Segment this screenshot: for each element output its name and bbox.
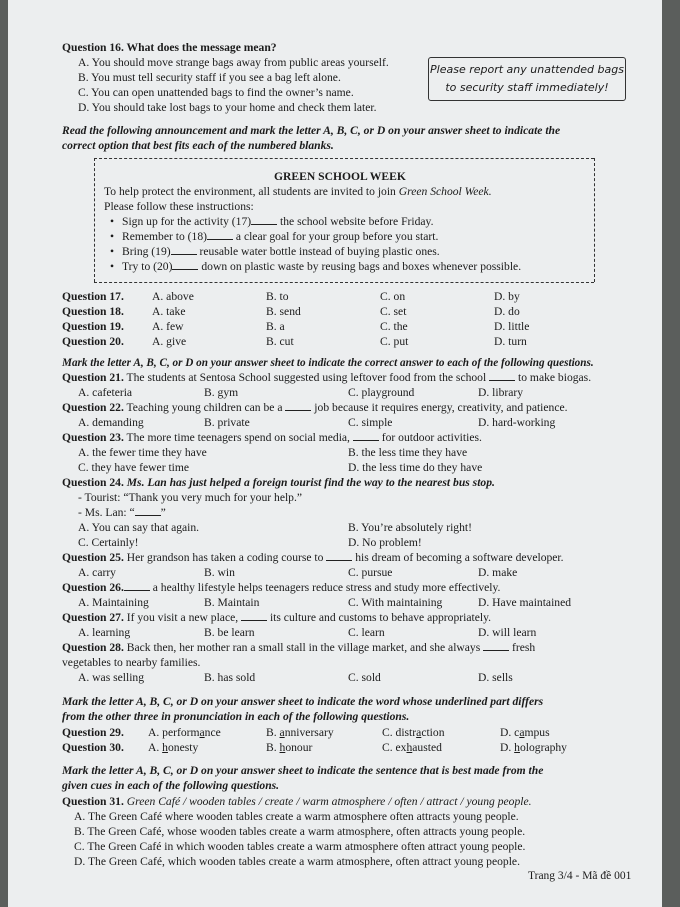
- q22-b: B. private: [204, 416, 250, 429]
- q29-c-underline: a: [416, 726, 422, 739]
- q26-a: A. Maintaining: [78, 596, 149, 609]
- q28-stem: [62, 641, 535, 655]
- q21-stem: [62, 371, 591, 385]
- q23-stem: [62, 431, 482, 445]
- q20-c: C. put: [380, 335, 409, 348]
- q29-c: [382, 726, 445, 740]
- q29-c-1: C. distr: [382, 726, 417, 739]
- q24-blank: [135, 506, 161, 516]
- bullet-19: [122, 245, 440, 259]
- bullet-18: [122, 230, 438, 244]
- q18-a: A. take: [152, 305, 186, 318]
- exam-page: [8, 0, 662, 907]
- box-left-border: [94, 158, 95, 282]
- q17-d: D. by: [494, 290, 520, 303]
- q18-label: Question 18.: [62, 305, 124, 318]
- notice-line-1: Please report any unattended bags: [430, 63, 624, 76]
- q23-b: B. the less time they have: [348, 446, 468, 459]
- q24-a: A. You can say that again.: [78, 521, 200, 534]
- q31-c: C. The Green Café in which wooden tables create a warm atmosphere often attract young people.: [74, 840, 526, 853]
- q25-b: B. win: [204, 566, 235, 579]
- q29-d-1: D. c: [500, 726, 520, 739]
- blank-20: [172, 260, 198, 270]
- q25-c: C. pursue: [348, 566, 393, 579]
- q18-d: D. do: [494, 305, 520, 318]
- q25-text-1: Her grandson has taken a coding course to: [123, 551, 327, 564]
- notice-line-2: to security staff immediately!: [445, 81, 609, 94]
- q26-d: D. Have maintained: [478, 596, 572, 609]
- bullet-20-b: down on plastic waste by reusing bags and boxes whenever possible.: [198, 260, 522, 273]
- q21-text-1: The students at Sentosa School suggested using leftover food from the school: [123, 371, 490, 384]
- q22-d: D. hard-working: [478, 416, 556, 429]
- q29-a: [148, 726, 221, 740]
- q26-text: a healthy lifestyle helps teenagers reduce stress and study more effectively.: [149, 581, 501, 594]
- q31-stem: [62, 795, 532, 809]
- q28-b: B. has sold: [204, 671, 256, 684]
- q29-a-1: A. perform: [148, 726, 200, 739]
- bullet-20: [122, 260, 521, 274]
- q25-label: Question 25.: [62, 551, 124, 564]
- q24-lan-line: [78, 506, 166, 520]
- q30-d: [500, 741, 567, 755]
- q30-c-underline: h: [406, 741, 413, 754]
- instruction-2: Mark the letter A, B, C, or D on your answer sheet to indicate the correct answer to each of the following questions.: [62, 357, 594, 369]
- q29-b-1: B.: [266, 726, 280, 739]
- q28-blank: [483, 641, 509, 651]
- bullet-17-a: Sign up for the activity (17): [122, 215, 252, 228]
- q26-stem: [62, 581, 500, 595]
- box-bottom-border: [94, 282, 594, 283]
- instruction-1-line-2: correct option that best fits each of the numbered blanks.: [62, 139, 334, 152]
- intro-event-name: Green School Week.: [398, 185, 492, 198]
- q29-d: [500, 726, 550, 740]
- q23-text-1: The more time teenagers spend on social media,: [123, 431, 353, 444]
- q19-a: A. few: [152, 320, 184, 333]
- q20-a: A. give: [152, 335, 187, 348]
- q22-a: A. demanding: [78, 416, 144, 429]
- q17-a: A. above: [152, 290, 194, 303]
- instruction-3-line-2: from the other three in pronunciation in each of the following questions.: [62, 710, 410, 723]
- q30-a-3: onesty: [167, 741, 199, 754]
- blank-17: [251, 215, 277, 225]
- q21-text-2: to make biogas.: [515, 371, 592, 384]
- q28-text-1: Back then, her mother ran a small stall in the village market, and she always: [123, 641, 484, 654]
- q29-b-underline: a: [279, 726, 285, 739]
- q24-text: Ms. Lan has just helped a foreign tourist find the way to the nearest bus stop.: [126, 476, 495, 489]
- intro-text: To help protect the environment, all students are invited to join: [104, 185, 399, 198]
- bullet-20-a: Try to (20): [122, 260, 173, 273]
- q29-a-underline: a: [199, 726, 205, 739]
- box-right-border: [594, 158, 595, 282]
- q23-c: C. they have fewer time: [78, 461, 190, 474]
- q30-a-1: A.: [148, 741, 163, 754]
- bullet-18-a: Remember to (18): [122, 230, 207, 243]
- q26-blank: [124, 581, 150, 591]
- q31-cue: Green Café / wooden tables / create / warm atmosphere / often / attract / young people.: [126, 795, 532, 808]
- q20-b: B. cut: [266, 335, 294, 348]
- q16-option-c: C. You can open unattended bags to find the owner’s name.: [78, 86, 354, 99]
- q30-b-1: B.: [266, 741, 280, 754]
- q16-option-b: B. You must tell security staff if you see a bag left alone.: [78, 71, 341, 84]
- q31-label: Question 31.: [62, 795, 124, 808]
- bullet-19-a: Bring (19): [122, 245, 171, 258]
- q21-b: B. gym: [204, 386, 239, 399]
- q30-d-1: D.: [500, 741, 515, 754]
- q17-b: B. to: [266, 290, 289, 303]
- q25-d: D. make: [478, 566, 518, 579]
- q31-b: B. The Green Café, whose wooden tables create a warm atmosphere, often attracts young people.: [74, 825, 526, 838]
- instruction-4-line-2: given cues in each of the following questions.: [62, 779, 280, 792]
- q25-text-2: his dream of becoming a software developer.: [352, 551, 564, 564]
- instruction-3-line-1: Mark the letter A, B, C, or D on your answer sheet to indicate the word whose underlined part differs: [62, 695, 544, 708]
- q24-c: C. Certainly!: [78, 536, 139, 549]
- q24-lan-close: ”: [160, 506, 166, 519]
- q28-text-3: vegetables to nearby families.: [62, 656, 201, 669]
- page-footer: Trang 3/4 - Mã đề 001: [528, 870, 632, 882]
- q20-d: D. turn: [494, 335, 527, 348]
- q27-text-1: If you visit a new place,: [123, 611, 242, 624]
- q19-c: C. the: [380, 320, 408, 333]
- q27-d: D. will learn: [478, 626, 537, 639]
- blank-18: [207, 230, 233, 240]
- q30-c-3: austed: [412, 741, 442, 754]
- q27-a: A. learning: [78, 626, 131, 639]
- q29-c-3: ction: [421, 726, 445, 739]
- q27-b: B. be learn: [204, 626, 255, 639]
- announcement-intro: [104, 185, 492, 199]
- q29-b: [266, 726, 334, 740]
- q24-lan-text: - Ms. Lan: “: [78, 506, 135, 519]
- q16-question: [62, 41, 277, 55]
- q21-d: D. library: [478, 386, 524, 399]
- q29-d-3: mpus: [524, 726, 550, 739]
- q24-label: Question 24.: [62, 476, 124, 489]
- q25-blank: [326, 551, 352, 561]
- notice-sign: [428, 57, 626, 101]
- q20-label: Question 20.: [62, 335, 124, 348]
- box-top-border: [94, 158, 594, 159]
- q30-d-underline: h: [514, 741, 520, 754]
- q24-d: D. No problem!: [348, 536, 422, 549]
- q21-c: C. playground: [348, 386, 415, 399]
- q26-label: Question 26.: [62, 581, 124, 594]
- q22-text-2: job because it requires energy, creativity, and patience.: [311, 401, 568, 414]
- q29-a-3: nce: [204, 726, 221, 739]
- q27-text-2: its culture and customs to behave appropriately.: [267, 611, 492, 624]
- q30-b-underline: h: [279, 741, 286, 754]
- bullet-17-b: the school website before Friday.: [277, 215, 434, 228]
- q22-c: C. simple: [348, 416, 393, 429]
- q22-blank: [285, 401, 311, 411]
- q27-label: Question 27.: [62, 611, 124, 624]
- q19-b: B. a: [266, 320, 285, 333]
- q23-text-2: for outdoor activities.: [378, 431, 482, 444]
- q25-a: A. carry: [78, 566, 116, 579]
- q16-option-a: A. You should move strange bags away from public areas yourself.: [78, 56, 389, 69]
- q30-b: [266, 741, 312, 755]
- q30-c-1: C. ex: [382, 741, 407, 754]
- blank-19: [171, 245, 197, 255]
- q30-d-3: olography: [519, 741, 567, 754]
- q21-label: Question 21.: [62, 371, 124, 384]
- q17-label: Question 17.: [62, 290, 124, 303]
- instruction-4-line-1: Mark the letter A, B, C, or D on your answer sheet to indicate the sentence that is best made from the: [62, 764, 544, 777]
- q23-blank: [353, 431, 379, 441]
- q22-label: Question 22.: [62, 401, 124, 414]
- q18-c: C. set: [380, 305, 407, 318]
- announcement-follow: Please follow these instructions:: [104, 200, 254, 213]
- q17-c: C. on: [380, 290, 406, 303]
- q25-stem: [62, 551, 564, 565]
- q23-label: Question 23.: [62, 431, 124, 444]
- q21-a: A. cafeteria: [78, 386, 133, 399]
- q19-label: Question 19.: [62, 320, 124, 333]
- q21-blank: [489, 371, 515, 381]
- q19-d: D. little: [494, 320, 530, 333]
- q30-a: [148, 741, 198, 755]
- q28-c: C. sold: [348, 671, 381, 684]
- q23-d: D. the less time do they have: [348, 461, 483, 474]
- q30-b-3: onour: [285, 741, 313, 754]
- bullet-18-b: a clear goal for your group before you start.: [233, 230, 439, 243]
- q29-d-underline: a: [519, 726, 525, 739]
- q24-stem: [62, 476, 495, 490]
- bullet-17: [122, 215, 434, 229]
- q30-c: [382, 741, 442, 755]
- q22-stem: [62, 401, 568, 415]
- q30-a-underline: h: [162, 741, 168, 754]
- q18-b: B. send: [266, 305, 301, 318]
- q23-a: A. the fewer time they have: [78, 446, 207, 459]
- announcement-title: GREEN SCHOOL WEEK: [274, 170, 406, 183]
- q26-c: C. With maintaining: [348, 596, 443, 609]
- q28-text-2: fresh: [509, 641, 536, 654]
- q16-text: Question 16. What does the message mean?: [62, 41, 277, 54]
- q22-text-1: Teaching young children can be a: [123, 401, 286, 414]
- q29-label: Question 29.: [62, 726, 124, 739]
- q31-a: A. The Green Café where wooden tables create a warm atmosphere often attracts young people.: [74, 810, 519, 823]
- q30-label: Question 30.: [62, 741, 124, 754]
- q27-c: C. learn: [348, 626, 385, 639]
- bullet-19-b: reusable water bottle instead of buying plastic ones.: [196, 245, 440, 258]
- q26-b: B. Maintain: [204, 596, 260, 609]
- q16-option-d: D. You should take lost bags to your home and check them later.: [78, 101, 377, 114]
- instruction-1-line-1: Read the following announcement and mark the letter A, B, C, or D on your answer sheet to indicate the: [62, 124, 561, 137]
- q27-blank: [241, 611, 267, 621]
- q28-label: Question 28.: [62, 641, 124, 654]
- q28-a: A. was selling: [78, 671, 145, 684]
- q24-tourist-line: - Tourist: “Thank you very much for your help.”: [78, 491, 303, 504]
- q29-b-3: nniversary: [284, 726, 334, 739]
- q24-b: B. You’re absolutely right!: [348, 521, 472, 534]
- q28-d: D. sells: [478, 671, 513, 684]
- q27-stem: [62, 611, 491, 625]
- q31-d: D. The Green Café, which wooden tables create a warm atmosphere, often attract young people.: [74, 855, 520, 868]
